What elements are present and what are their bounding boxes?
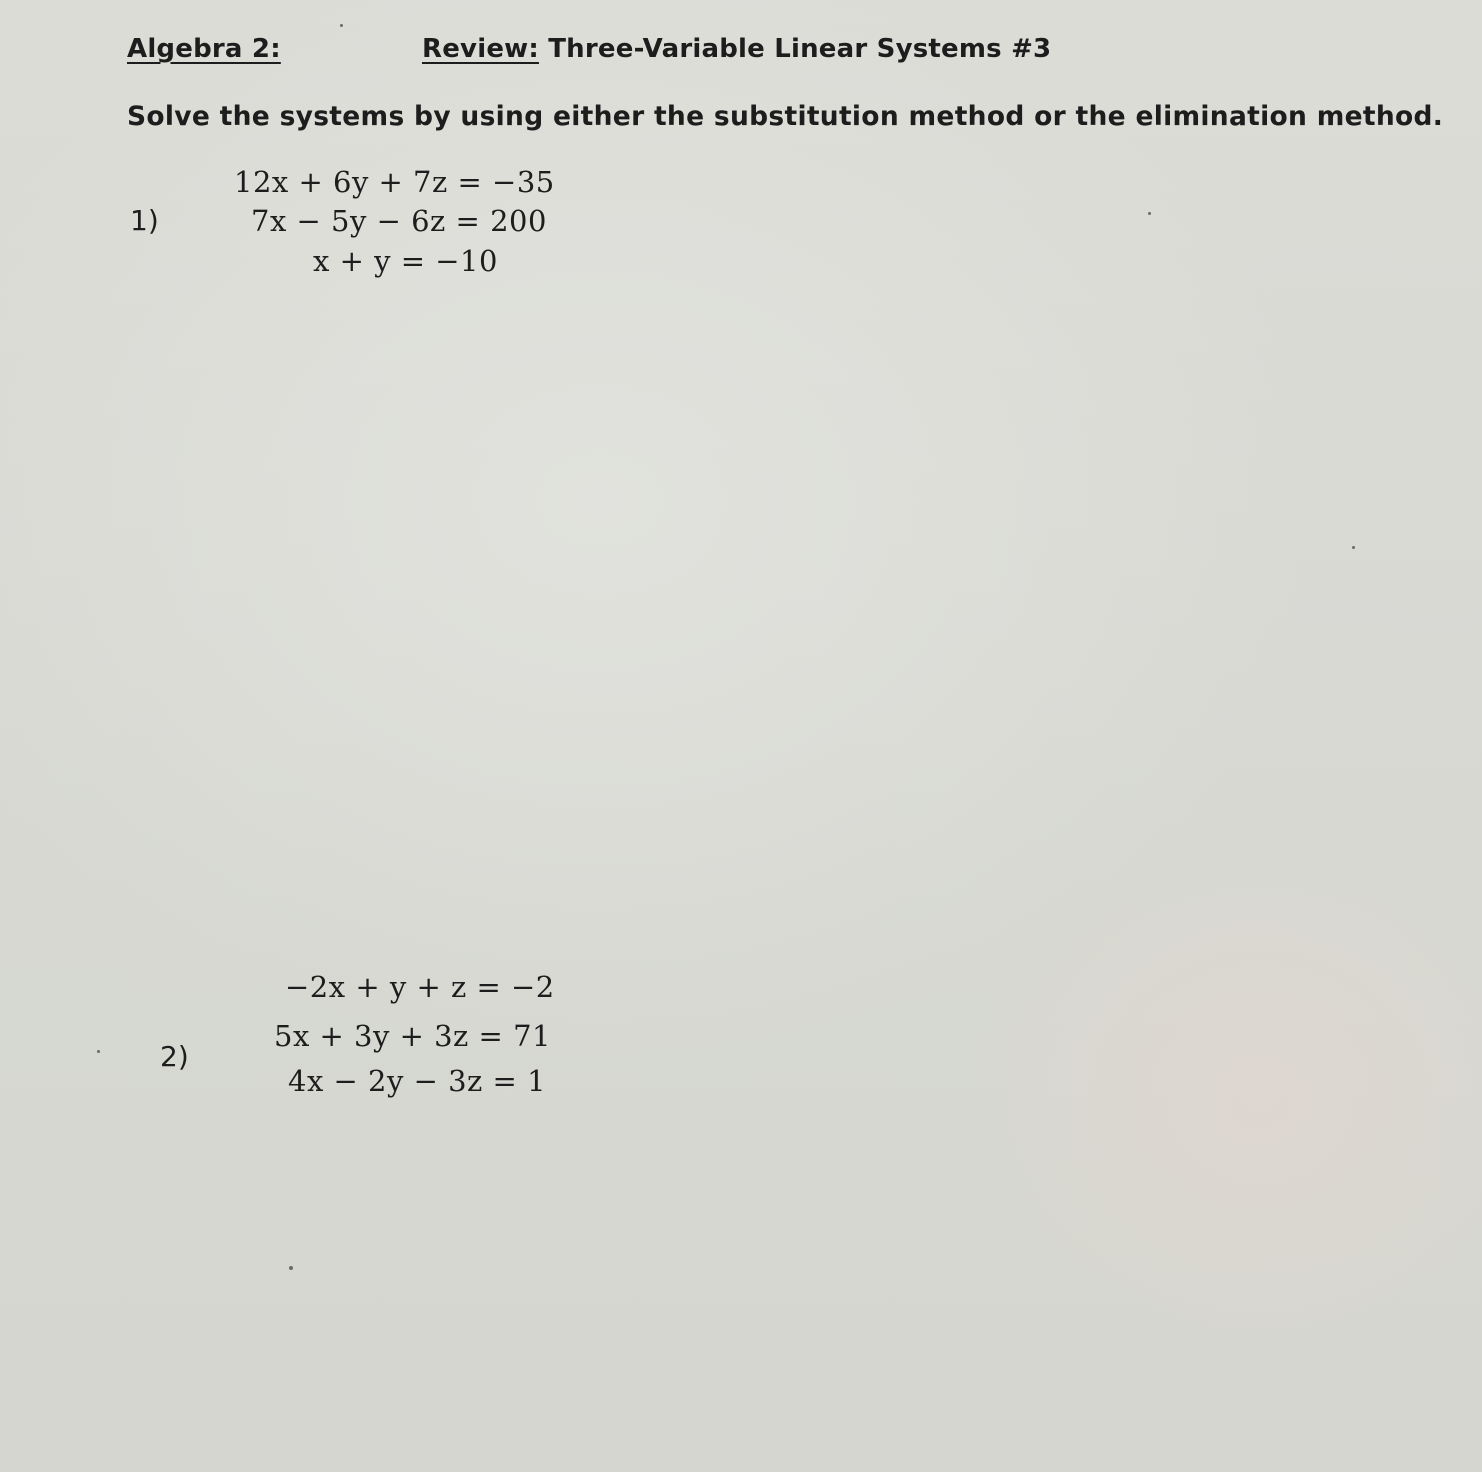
instructions: Solve the systems by using either the substitution method or the elimination method.	[127, 101, 1444, 132]
problem-1-equation-1: 12x + 6y + 7z = −35	[234, 165, 555, 199]
problem-1-equation-3: x + y = −10	[313, 244, 498, 278]
paper-speck	[340, 24, 343, 27]
paper-speck	[1148, 212, 1151, 215]
review-label: Review:	[422, 34, 539, 64]
problem-2-equation-1: −2x + y + z = −2	[285, 970, 555, 1004]
paper-speck	[1352, 546, 1355, 549]
problem-2-equation-2: 5x + 3y + 3z = 71	[274, 1019, 551, 1053]
problem-1-number: 1)	[130, 204, 159, 237]
title-text: Three-Variable Linear Systems #3	[548, 34, 1052, 64]
worksheet-title	[422, 34, 1051, 64]
paper-speck	[97, 1050, 100, 1053]
problem-2-equation-3: 4x − 2y − 3z = 1	[288, 1064, 547, 1098]
problem-1-equation-2: 7x − 5y − 6z = 200	[251, 204, 547, 238]
paper-speck	[289, 1266, 293, 1270]
course-label: Algebra 2:	[127, 34, 281, 64]
problem-2-number: 2)	[160, 1040, 189, 1073]
